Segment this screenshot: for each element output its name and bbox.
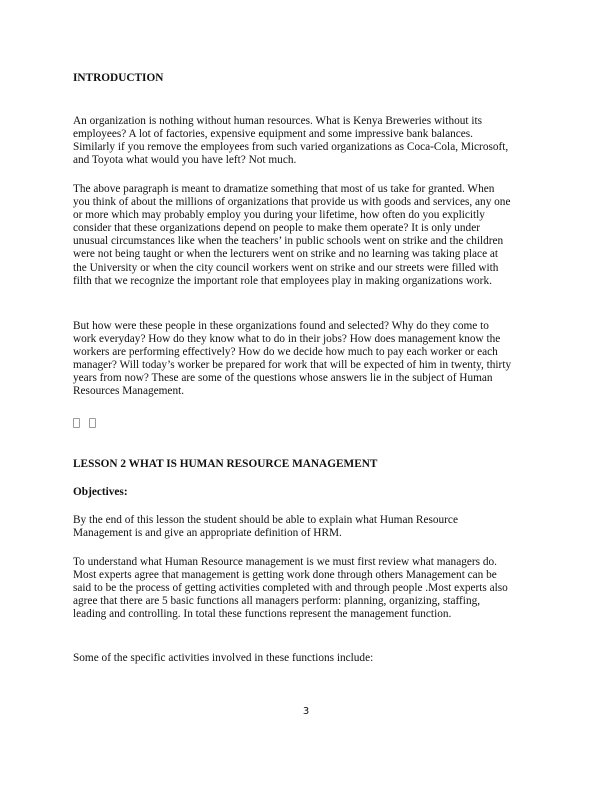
objectives-paragraph [73, 514, 545, 540]
text-line: employees? A lot of factories, expensive equipment and some impressive bank balances. [73, 128, 473, 141]
text-line: said to be the process of getting activities completed with and through people .Most experts also [73, 582, 508, 595]
text-line: To understand what Human Resource management is we must first review what managers do. [73, 556, 497, 568]
activities-paragraph: Some of the specific activities involved in these functions include: [73, 652, 374, 664]
text-line: years from now? These are some of the questions whose answers lie in the subject of Human [73, 372, 493, 385]
text-line: consider that these organizations depend on people to make them operate? It is only under [73, 222, 480, 235]
text-line: The above paragraph is meant to dramatize something that most of us take for granted. When [73, 183, 495, 195]
text-line: and Toyota what would you have left? Not much. [73, 154, 297, 167]
text-line: work everyday? How do they know what to do in their jobs? How does management know the [73, 333, 501, 346]
text-line: Similarly if you remove the employees from such varied organizations as Coca-Cola, Microsoft, [73, 141, 509, 154]
text-line: But how were these people in these organizations found and selected? Why do they come to [73, 320, 489, 332]
lesson-heading: LESSON 2 WHAT IS HUMAN RESOURCE MANAGEMENT [73, 458, 378, 470]
intro-paragraph-2 [73, 183, 545, 288]
text-line: were not being taught or when the lecturers went on strike and no learning was taking place at [73, 248, 499, 261]
objectives-heading: Objectives: [73, 486, 128, 498]
hrm-paragraph [73, 556, 545, 621]
text-line: you think of about the millions of organizations that provide us with goods and services, any one [73, 196, 511, 209]
missing-glyph-placeholders [73, 418, 96, 428]
text-line: manager? Will today’s worker be prepared for work that will be expected of him in twenty, thirty [73, 359, 512, 372]
text-line: An organization is nothing without human resources. What is Kenya Breweries without its [73, 115, 483, 127]
text-line: filth that we recognize the important role that employees play in making organizations work. [73, 274, 492, 287]
text-line: Most experts agree that management is getting work done through others Management can be [73, 569, 497, 582]
intro-heading: INTRODUCTION [73, 72, 164, 84]
text-line: By the end of this lesson the student should be able to explain what Human Resource [73, 514, 458, 526]
page-number: 3 [302, 706, 310, 717]
text-line: Resources Management. [73, 385, 185, 398]
text-line: workers are performing effectively? How do we decide how much to pay each worker or each [73, 346, 498, 359]
text-line: unusual circumstances like when the teachers’ in public schools went on strike and the children [73, 235, 504, 248]
text-line: leading and controlling. In total these functions represent the management function. [73, 608, 452, 621]
placeholder-box-icon [73, 418, 80, 428]
intro-paragraph-1 [73, 115, 545, 167]
intro-paragraph-3 [73, 320, 545, 399]
text-line: the University or when the city council workers went on strike and our streets were filled with [73, 261, 499, 274]
text-line: agree that there are 5 basic functions all managers perform: planning, organizing, staffing, [73, 595, 481, 608]
text-line: or more which may probably employ you during your lifetime, how often do you explicitly [73, 209, 485, 222]
text-line: Management is and give an appropriate definition of HRM. [73, 527, 342, 540]
placeholder-box-icon [89, 418, 96, 428]
